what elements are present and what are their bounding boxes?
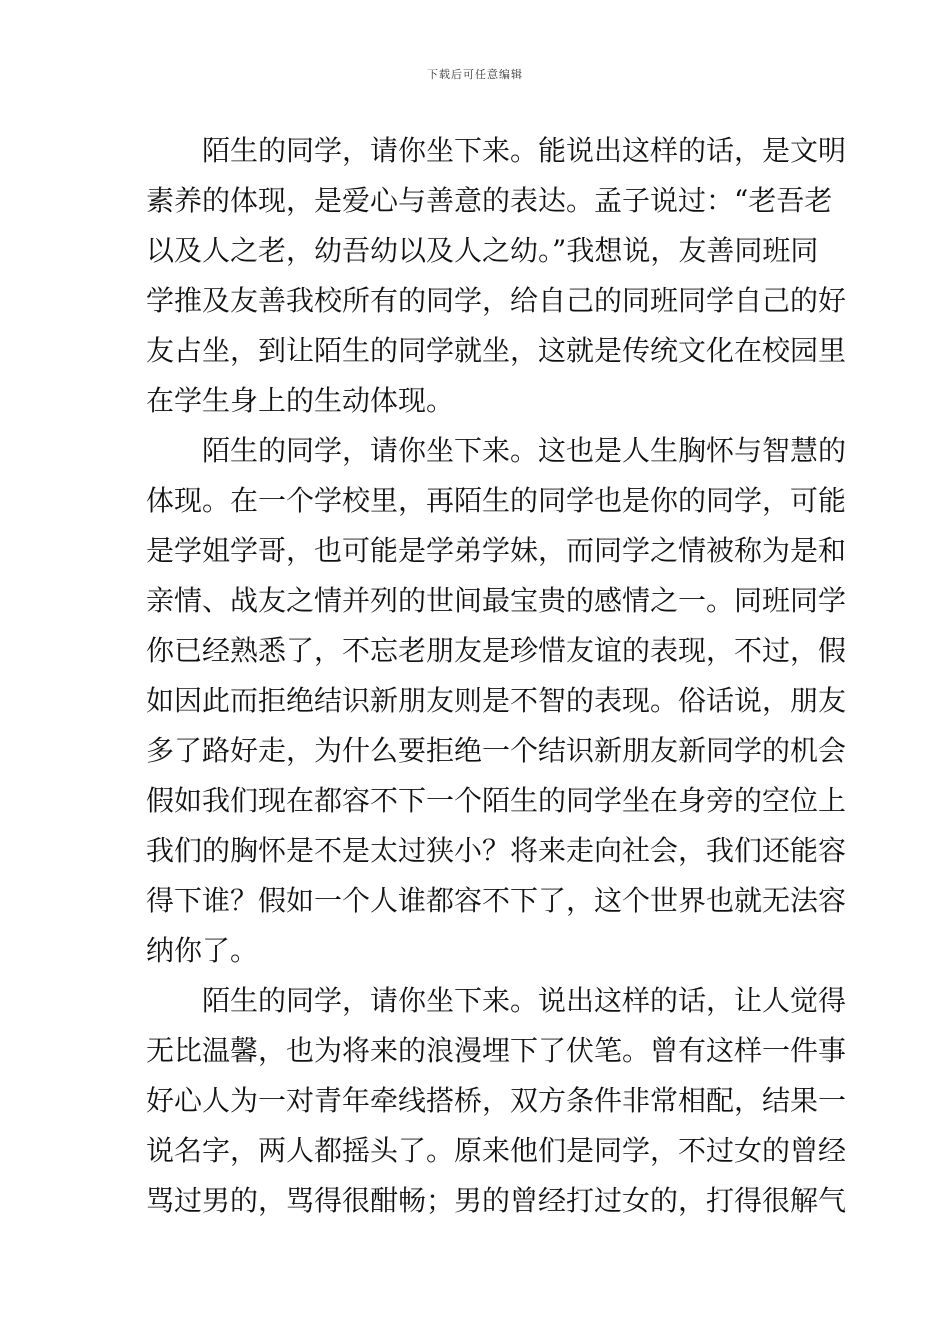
- text-line: 友占坐，到让陌生的同学就坐，这就是传统文化在校园里: [146, 334, 847, 367]
- text-line: 你已经熟悉了，不忘老朋友是珍惜友谊的表现，不过，假: [146, 634, 847, 667]
- text-line: 亲情、战友之情并列的世间最宝贵的感情之一。同班同学: [146, 584, 847, 617]
- text-line: 多了路好走，为什么要拒绝一个结识新朋友新同学的机会: [146, 734, 847, 767]
- text-line: 我们的胸怀是不是太过狭小？将来走向社会，我们还能容: [146, 834, 847, 867]
- document-body: [146, 126, 847, 1226]
- text-line: 骂过男的，骂得很酣畅；男的曾经打过女的，打得很解气: [146, 1184, 847, 1217]
- text-line: 素养的体现，是爱心与善意的表达。孟子说过：“老吾老: [146, 184, 833, 217]
- text-line: 学推及友善我校所有的同学，给自己的同班同学自己的好: [146, 284, 847, 317]
- text-line: 陌生的同学，请你坐下来。说出这样的话，让人觉得: [146, 984, 847, 1017]
- text-line: 以及人之老，幼吾幼以及人之幼。”我想说，友善同班同: [146, 234, 819, 267]
- text-line: 如因此而拒绝结识新朋友则是不智的表现。俗话说，朋友: [146, 684, 847, 717]
- text-line: 得下谁？假如一个人谁都容不下了，这个世界也就无法容: [146, 884, 847, 917]
- text-line: 假如我们现在都容不下一个陌生的同学坐在身旁的空位上: [146, 784, 847, 817]
- page-header: 下载后可任意编辑: [427, 68, 523, 81]
- text-line: 陌生的同学，请你坐下来。能说出这样的话，是文明: [146, 134, 847, 167]
- text-line: 陌生的同学，请你坐下来。这也是人生胸怀与智慧的: [146, 434, 847, 467]
- text-line: 是学姐学哥，也可能是学弟学妹，而同学之情被称为是和: [146, 534, 847, 567]
- text-line: 好心人为一对青年牵线搭桥，双方条件非常相配，结果一: [146, 1084, 847, 1117]
- text-line: 无比温馨，也为将来的浪漫埋下了伏笔。曾有这样一件事: [146, 1034, 847, 1067]
- text-line: 体现。在一个学校里，再陌生的同学也是你的同学，可能: [146, 484, 847, 517]
- text-line: 纳你了。: [146, 934, 259, 967]
- text-line: 在学生身上的生动体现。: [146, 384, 455, 417]
- text-line: 说名字，两人都摇头了。原来他们是同学，不过女的曾经: [146, 1134, 847, 1167]
